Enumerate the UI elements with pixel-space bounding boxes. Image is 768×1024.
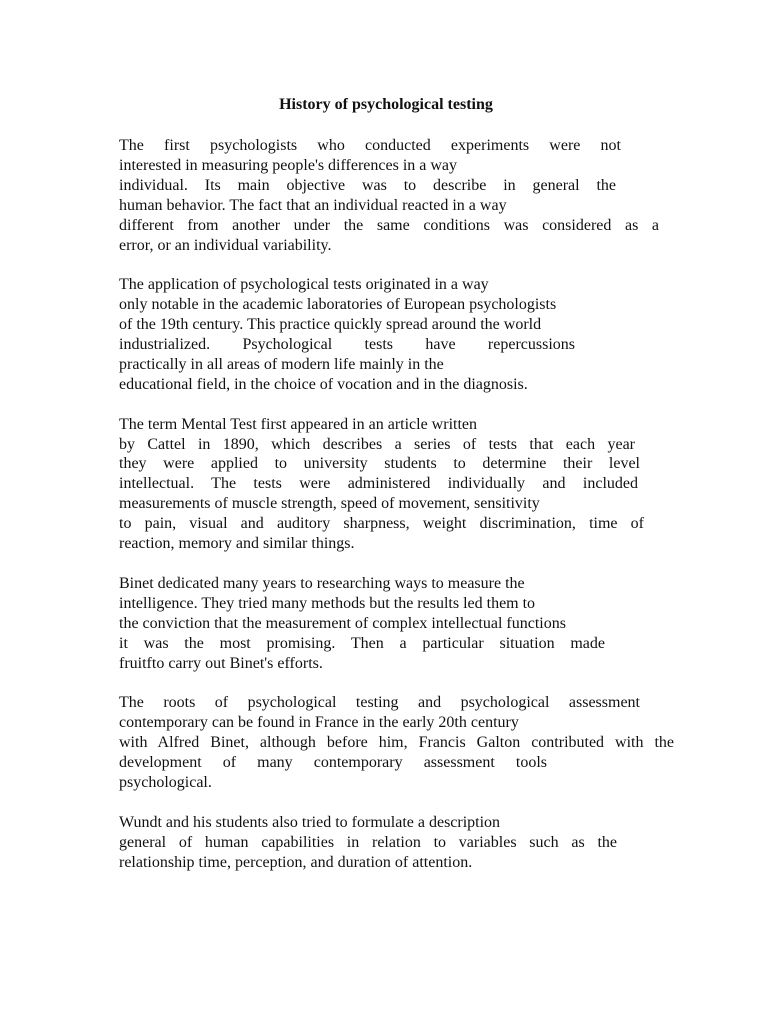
text-line: the conviction that the measurement of complex intellectual functions xyxy=(119,614,566,632)
text-line: relationship time, perception, and duration of attention. xyxy=(119,853,473,871)
text-line: educational field, in the choice of vocation and in the diagnosis. xyxy=(119,375,528,393)
text-line: The roots of psychological testing and psychological assessment xyxy=(119,694,640,712)
text-line: error, or an individual variability. xyxy=(119,236,332,254)
document-title: History of psychological testing xyxy=(279,96,493,113)
document-body xyxy=(119,136,679,892)
text-line: The first psychologists who conducted experiments were not xyxy=(119,137,621,154)
text-line: by Cattel in 1890, which describes a series of tests that each year xyxy=(119,435,635,453)
paragraph-1 xyxy=(119,136,679,255)
text-line: general of human capabilities in relation to variables such as the xyxy=(119,833,617,851)
text-line: they were applied to university students to determine their level xyxy=(119,455,640,473)
text-line: fruitfto carry out Binet's efforts. xyxy=(119,654,323,672)
text-line: industrialized. Psychological tests have repercussions xyxy=(119,336,575,354)
text-line: development of many contemporary assessment tools xyxy=(119,754,547,772)
text-line: human behavior. The fact that an individual reacted in a way xyxy=(119,196,507,214)
paragraph-3 xyxy=(119,415,679,554)
text-line: intelligence. They tried many methods but the results led them to xyxy=(119,594,536,612)
paragraph-6 xyxy=(119,813,679,873)
text-line: to pain, visual and auditory sharpness, weight discrimination, time of xyxy=(119,515,644,533)
text-line: intellectual. The tests were administered individually and included xyxy=(119,475,638,493)
paragraph-4 xyxy=(119,574,679,674)
text-line: it was the most promising. Then a particular situation made xyxy=(119,634,605,652)
text-line: individual. Its main objective was to describe in general the xyxy=(119,176,616,194)
text-line: Wundt and his students also tried to formulate a description xyxy=(119,813,501,831)
text-line: psychological. xyxy=(119,773,212,791)
text-line: interested in measuring people's differences in a way xyxy=(119,156,458,174)
paragraph-5 xyxy=(119,693,679,793)
text-line: reaction, memory and similar things. xyxy=(119,535,355,553)
text-line: with Alfred Binet, although before him, Francis Galton contributed with the xyxy=(119,734,674,752)
text-line: only notable in the academic laboratories of European psychologists xyxy=(119,296,557,314)
paragraph-2 xyxy=(119,275,679,394)
text-line: Binet dedicated many years to researching ways to measure the xyxy=(119,574,525,592)
text-line: different from another under the same conditions was considered as a xyxy=(119,216,659,234)
text-line: practically in all areas of modern life mainly in the xyxy=(119,355,444,373)
text-line: of the 19th century. This practice quickly spread around the world xyxy=(119,316,542,334)
text-line: The term Mental Test first appeared in an article written xyxy=(119,415,477,433)
text-line: The application of psychological tests originated in a way xyxy=(119,276,489,294)
text-line: measurements of muscle strength, speed of movement, sensitivity xyxy=(119,495,540,513)
text-line: contemporary can be found in France in the early 20th century xyxy=(119,714,519,732)
